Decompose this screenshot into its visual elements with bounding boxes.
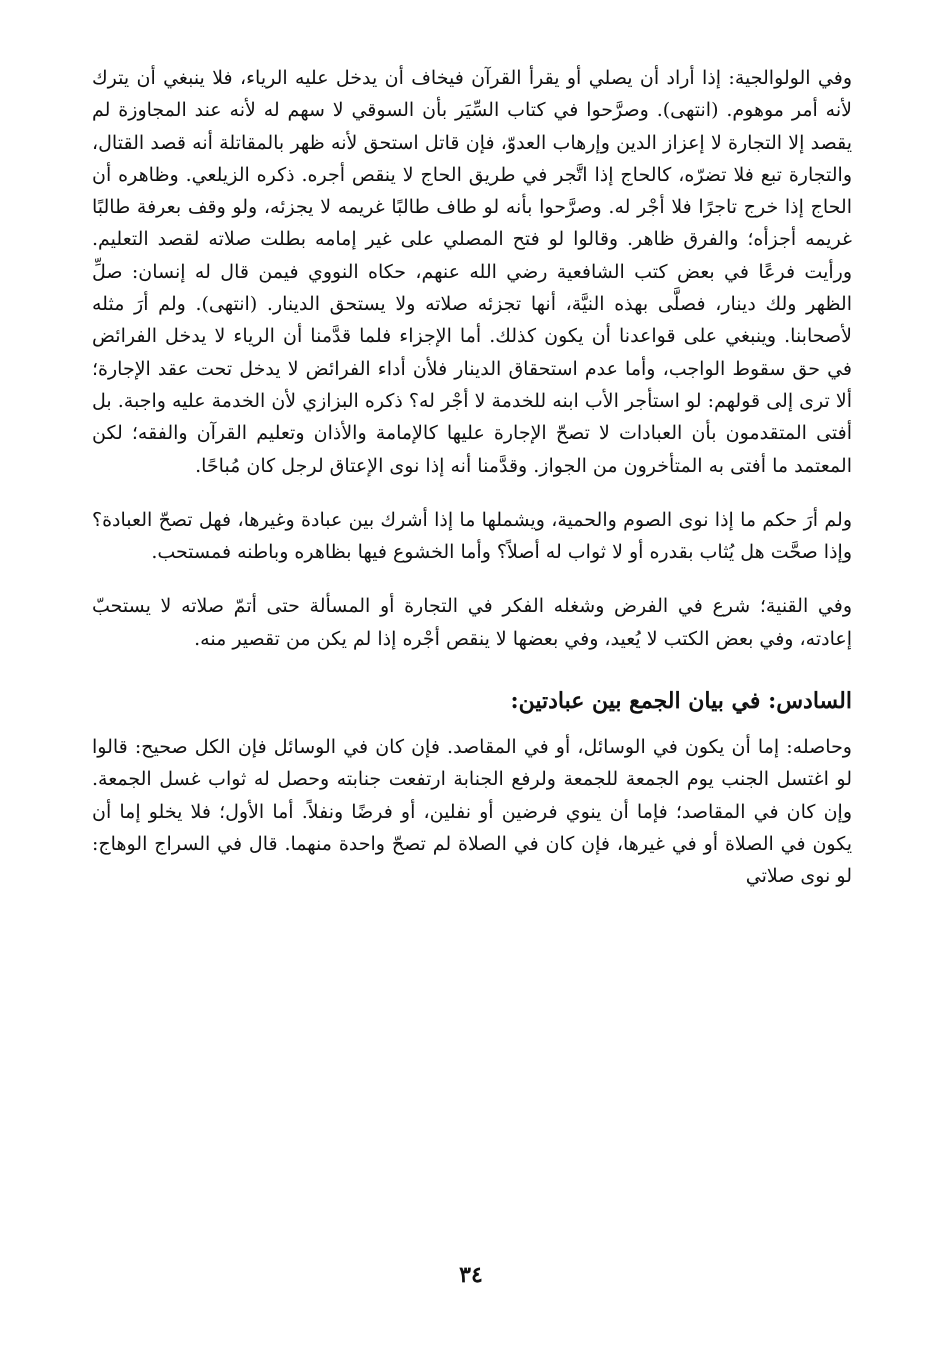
page-body (92, 62, 852, 893)
paragraph-section-six: وحاصله: إما أن يكون في الوسائل، أو في المقاصد. فإن كان في الوسائل فإن الكل صحيح: قالوا لو اغتسل الجنب يوم الجمعة للجمعة ولرفع الجنابة ارتفعت جنابته وحصل له ثواب غسل الجمعة. وإن كان في المقاصد؛ فإما أن ينوي فرضين أو نفلين، أو فرضًا ونفلاً. أما الأول؛ فلا يخلو إما أن يكون في الصلاة أو في غيرها، فإن كان في الصلاة لم تصحّ واحدة منهما. قال في السراج الوهاج: لو نوى صلاتي (92, 736, 852, 888)
page-number: ٣٤ (459, 1262, 483, 1288)
section-heading: السادس: في بيان الجمع بين عبادتين: (510, 688, 852, 715)
paragraph-sawm-himya: ولم أرَ حكم ما إذا نوى الصوم والحمية، ويشملها ما إذا أشرك بين عبادة وغيرها، فهل تصحّ العبادة؟ وإذا صحَّت هل يُثاب بقدره أو لا ثواب له أصلاً؟ وأما الخشوع فيها بظاهره وباطنه فمستحب. (92, 508, 852, 564)
paragraph-qunya: وفي القنية؛ شرع في الفرض وشغله الفكر في التجارة أو المسألة حتى أتمّ صلاته لا يستحبّ إعادته، وفي بعض الكتب لا يُعيد، وفي بعضها لا ينقص أجْره إذا لم يكن من تقصير منه. (92, 595, 852, 650)
paragraph-walwalijiyya: وفي الولوالجية: إذا أراد أن يصلي أو يقرأ القرآن فيخاف أن يدخل عليه الرياء، فلا ينبغي أن يترك لأنه أمر موهوم. (انتهى). وصرَّحوا في كتاب السِّيَر بأن السوقي لا سهم له لأنه عند المجاوزة لم يقصد إلا التجارة لا إعزاز الدين وإرهاب العدوّ، فإن قاتل استحق لأنه ظهر بالمقاتلة أنه قصد القتال، والتجارة تبع فلا تضرّه، كالحاج إذا اتَّجر في طريق الحاج لا ينقص أجره. ذكره الزيلعي. وظاهره أن الحاج إذا خرج تاجرًا فلا أجْر له. وصرَّحوا بأنه لو طاف طالبًا غريمه لا يجزئه، ولو وقف بعرفة طالبًا غريمه أجزأه؛ والفرق ظاهر. وقالوا لو فتح المصلي على غير إمامه بطلت صلاته لقصد التعليم. ورأيت فرعًا في بعض كتب الشافعية رضي الله عنهم، حكاه النووي فيمن قال له إنسان: صلِّ الظهر ولك دينار، فصلَّى بهذه النيَّة، أنها تجزئه صلاته ولا يستحق الدينار. (انتهى). ولم أرَ مثله لأصحابنا. وينبغي على قواعدنا أن يكون كذلك. أما الإجزاء فلما قدَّمنا أن الرياء لا يدخل الفرائض في حق سقوط الواجب، وأما عدم استحقاق الدينار فلأن أداء الفرائض لا يدخل تحت عقد الإجارة؛ ألا ترى إلى قولهم: لو استأجر الأب ابنه للخدمة لا أجْر له؟ ذكره البزازي لأن الخدمة عليه واجبة. بل أفتى المتقدمون بأن العبادات لا تصحّ الإجارة عليها كالإمامة والأذان وتعليم القرآن والفقه؛ لكن المعتمد ما أفتى به المتأخرون من الجواز. وقدَّمنا أنه إذا نوى الإعتاق لرجل كان مُباحًا. (92, 67, 852, 477)
